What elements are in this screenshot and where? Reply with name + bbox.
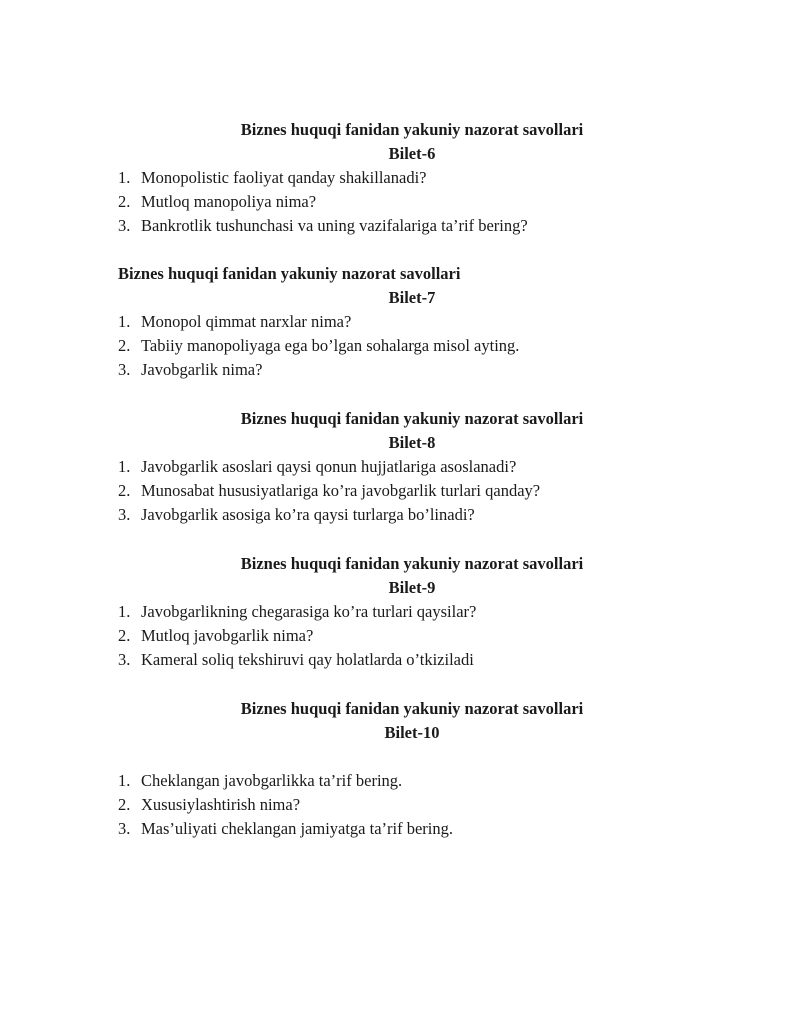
bilet-label: Bilet-8 — [388, 433, 436, 452]
question-item — [118, 166, 426, 190]
question-text: Mutloq javobgarlik nima? — [141, 626, 314, 645]
question-text: Munosabat hususiyatlariga ko’ra javobgarlik turlari qanday? — [141, 481, 541, 500]
section-title: Biznes huquqi fanidan yakuniy nazorat savollari — [240, 699, 584, 718]
bilet-label: Bilet-6 — [388, 144, 436, 163]
question-text: Kameral soliq tekshiruvi qay holatlarda o’tkiziladi — [141, 650, 474, 669]
question-text: Xususiylashtirish nima? — [141, 795, 301, 814]
question-text: Javobgarlik asoslari qaysi qonun hujjatlariga asoslanadi? — [141, 457, 517, 476]
question-text: Javobgarlikning chegarasiga ko’ra turlari qaysilar? — [141, 602, 477, 621]
bilet-label: Bilet-9 — [388, 578, 436, 597]
question-number: 2. — [118, 192, 131, 211]
question-item — [118, 624, 313, 648]
question-text: Javobgarlik asosiga ko’ra qaysi turlarga bo’linadi? — [141, 505, 475, 524]
question-number: 2. — [118, 795, 131, 814]
question-text: Tabiiy manopoliyaga ega bo’lgan sohalarga misol ayting. — [141, 336, 520, 355]
section-title: Biznes huquqi fanidan yakuniy nazorat savollari — [240, 409, 584, 428]
question-item — [118, 769, 402, 793]
question-number: 3. — [118, 819, 131, 838]
question-item — [118, 334, 519, 358]
question-text: Bankrotlik tushunchasi va uning vazifalariga ta’rif bering? — [141, 216, 528, 235]
question-number: 2. — [118, 336, 131, 355]
question-text: Mas’uliyati cheklangan jamiyatga ta’rif bering. — [141, 819, 454, 838]
bilet-label: Bilet-10 — [384, 723, 440, 742]
question-number: 3. — [118, 216, 131, 235]
question-text: Monopol qimmat narxlar nima? — [141, 312, 352, 331]
question-item — [118, 503, 475, 527]
question-text: Monopolistic faoliyat qanday shakillanadi? — [141, 168, 427, 187]
question-item — [118, 600, 476, 624]
section-title: Biznes huquqi fanidan yakuniy nazorat savollari — [118, 264, 461, 283]
question-item — [118, 479, 540, 503]
question-text: Cheklangan javobgarlikka ta’rif bering. — [141, 771, 403, 790]
question-number: 1. — [118, 457, 131, 476]
question-item — [118, 214, 528, 238]
question-text: Mutloq manopoliya nima? — [141, 192, 317, 211]
question-item — [118, 817, 453, 841]
question-item — [118, 648, 474, 672]
question-item — [118, 358, 262, 382]
section-title: Biznes huquqi fanidan yakuniy nazorat savollari — [240, 120, 584, 139]
question-number: 3. — [118, 360, 131, 379]
question-item — [118, 793, 300, 817]
question-item — [118, 310, 351, 334]
question-number: 1. — [118, 312, 131, 331]
question-number: 1. — [118, 602, 131, 621]
question-number: 2. — [118, 481, 131, 500]
question-item — [118, 190, 316, 214]
question-item — [118, 455, 516, 479]
question-number: 1. — [118, 168, 131, 187]
question-text: Javobgarlik nima? — [141, 360, 263, 379]
bilet-label: Bilet-7 — [388, 288, 436, 307]
section-title: Biznes huquqi fanidan yakuniy nazorat savollari — [240, 554, 584, 573]
question-number: 1. — [118, 771, 131, 790]
question-number: 3. — [118, 505, 131, 524]
question-number: 3. — [118, 650, 131, 669]
question-number: 2. — [118, 626, 131, 645]
